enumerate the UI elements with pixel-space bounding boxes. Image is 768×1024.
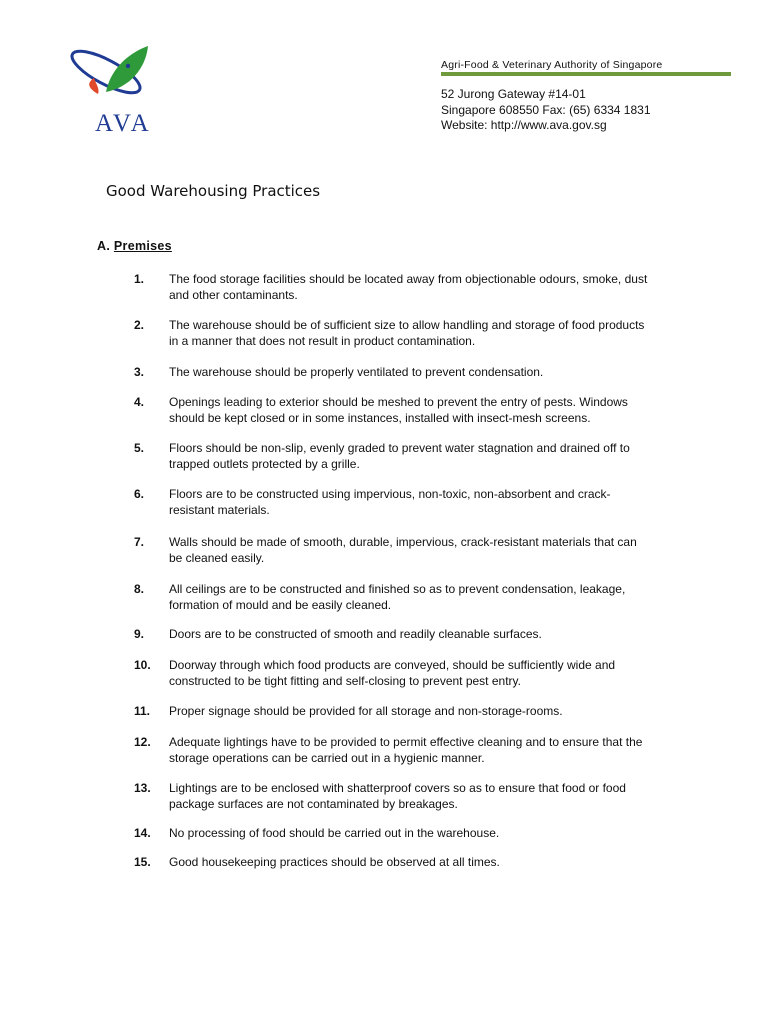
item-text: The warehouse should be properly ventilated to prevent condensation. [169,365,544,379]
organization-name: Agri-Food & Veterinary Authority of Singapore [441,59,663,71]
ava-logo [66,42,182,136]
item-number: 15. [134,855,151,869]
item-number: 11. [134,704,151,718]
item-text: Proper signage should be provided for all storage and non-storage-rooms. [169,704,563,718]
item-number: 12. [134,735,151,749]
item-text: No processing of food should be carried out in the warehouse. [169,826,500,840]
logo-text: AVA [95,110,152,137]
item-text: The food storage facilities should be located away from objectionable odours, smoke, dust and other contaminants. [169,272,648,302]
section-prefix: A. [97,239,111,253]
item-text: Openings leading to exterior should be meshed to prevent the entry of pests. Windows should be kept closed or in some instances, installed with insect-mesh screens. [169,395,628,425]
item-number: 4. [134,395,145,409]
item-number: 6. [134,487,145,501]
item-number: 1. [134,272,145,286]
item-text: Doorway through which food products are conveyed, should be sufficiently wide and constructed to be tight fitting and self-closing to prevent pest entry. [169,658,616,688]
item-text: Floors should be non-slip, evenly graded to prevent water stagnation and drained off to trapped outlets protected by a grille. [169,441,630,471]
address-line-1: 52 Jurong Gateway #14-01 [441,87,586,101]
item-number: 7. [134,535,145,549]
item-number: 5. [134,441,145,455]
item-number: 13. [134,781,151,795]
header-rule [441,72,731,76]
item-text: Walls should be made of smooth, durable, impervious, crack-resistant materials that can be cleaned easily. [169,535,637,565]
item-number: 14. [134,826,151,840]
address-line-2: Singapore 608550 Fax: (65) 6334 1831 [441,102,651,117]
website-line: Website: http://www.ava.gov.sg [441,118,607,132]
item-number: 10. [134,658,151,672]
item-number: 3. [134,365,145,379]
document-title: Good Warehousing Practices [106,182,321,200]
item-text: Doors are to be constructed of smooth and readily cleanable surfaces. [169,627,542,641]
item-number: 9. [134,627,145,641]
item-text: Floors are to be constructed using impervious, non-toxic, non-absorbent and crack-resistant materials. [169,487,611,517]
section-name: Premises [113,239,172,253]
ava-logo-mark [66,42,182,112]
address-block [441,87,651,134]
item-text: The warehouse should be of sufficient size to allow handling and storage of food products in a manner that does not result in product contamination. [169,318,645,348]
item-text: Lightings are to be enclosed with shatterproof covers so as to ensure that food or food package surfaces are not contaminated by breakages. [169,781,626,811]
item-number: 2. [134,318,145,332]
item-text: Good housekeeping practices should be observed at all times. [169,855,500,869]
item-text: Adequate lightings have to be provided to permit effective cleaning and to ensure that the storage operations can be carried out in a hygienic manner. [169,735,643,765]
item-text: All ceilings are to be constructed and finished so as to prevent condensation, leakage, formation of mould and be easily cleaned. [169,582,626,612]
section-heading [97,239,172,253]
item-number: 8. [134,582,145,596]
